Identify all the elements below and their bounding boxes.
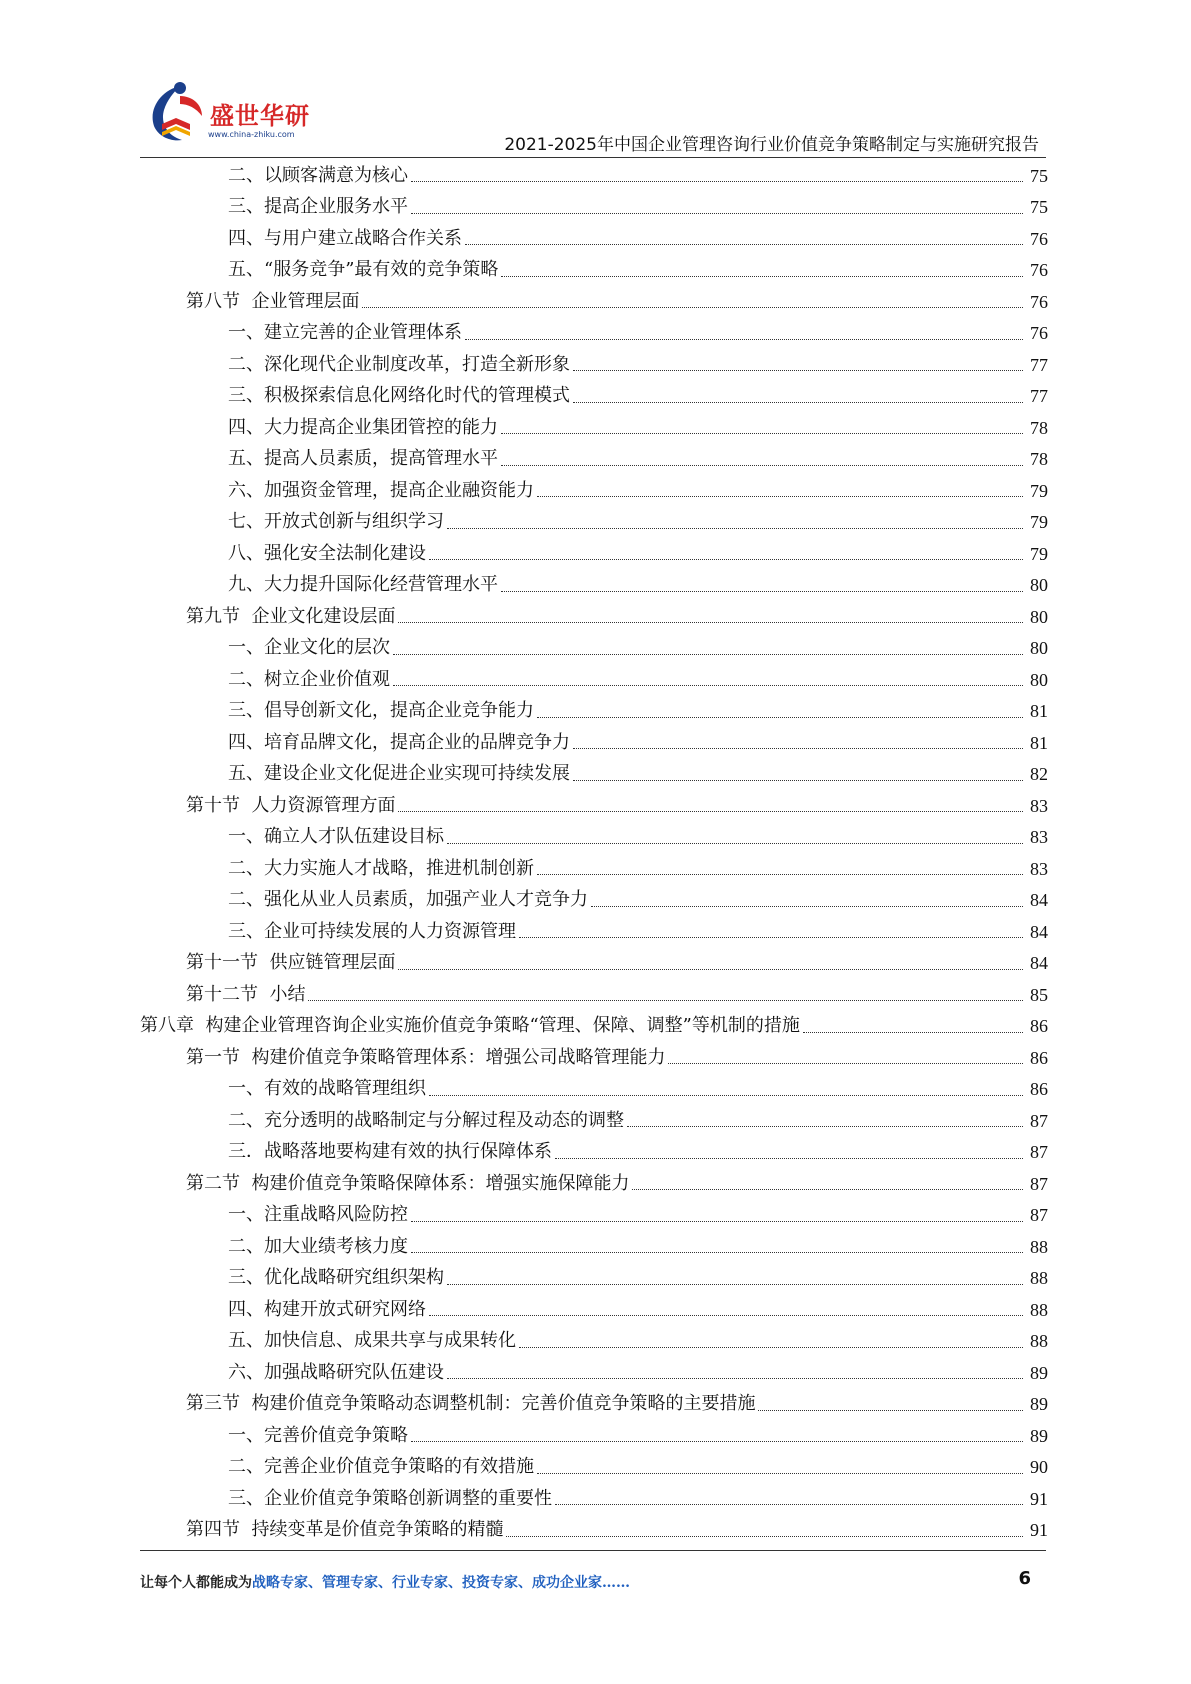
toc-entry-page: 78 [1030, 417, 1048, 438]
toc-subsection-entry[interactable] [140, 1357, 1048, 1389]
toc-dot-leader [501, 465, 1023, 466]
header-divider [140, 157, 1046, 158]
toc-entry-label: 二、完善企业价值竞争策略的有效措施 [228, 1456, 534, 1478]
toc-entry-page: 87 [1030, 1173, 1048, 1194]
toc-dot-leader [411, 1252, 1023, 1253]
toc-subsection-entry[interactable] [140, 1200, 1048, 1232]
toc-entry-page: 88 [1030, 1331, 1048, 1352]
toc-entry-label: 一、完善价值竞争策略 [228, 1424, 408, 1446]
toc-entry-page: 86 [1030, 1079, 1048, 1100]
toc-dot-leader [501, 591, 1023, 592]
toc-entry-label: 第十节 人力资源管理方面 [186, 794, 396, 816]
toc-entry-page: 84 [1030, 890, 1048, 911]
toc-subsection-entry[interactable] [140, 1137, 1048, 1169]
toc-entry-label: 二、加大业绩考核力度 [228, 1235, 408, 1257]
toc-entry-label: 九、大力提升国际化经营管理水平 [228, 574, 498, 596]
toc-entry-label: 八、强化安全法制化建设 [228, 542, 426, 564]
toc-subsection-entry[interactable] [140, 255, 1048, 287]
toc-subsection-entry[interactable] [140, 696, 1048, 728]
toc-dot-leader [411, 1221, 1023, 1222]
toc-entry-page: 87 [1030, 1142, 1048, 1163]
toc-dot-leader [519, 1347, 1023, 1348]
toc-entry-page: 87 [1030, 1205, 1048, 1226]
toc-dot-leader [447, 843, 1023, 844]
toc-dot-leader [537, 717, 1023, 718]
toc-dot-leader [393, 654, 1023, 655]
toc-dot-leader [447, 528, 1023, 529]
toc-entry-label: 三、提高企业服务水平 [228, 196, 408, 218]
toc-dot-leader [573, 748, 1023, 749]
toc-entry-label: 第十一节 供应链管理层面 [186, 952, 396, 974]
toc-subsection-entry[interactable] [140, 349, 1048, 381]
toc-entry-page: 84 [1030, 921, 1048, 942]
toc-section-entry[interactable] [140, 948, 1048, 980]
toc-dot-leader [537, 1473, 1023, 1474]
logo-url: www.china-zhiku.com [208, 130, 295, 139]
toc-subsection-entry[interactable] [140, 223, 1048, 255]
toc-entry-label: 第八章 构建企业管理咨询企业实施价值竞争策略“管理、保障、调整”等机制的措施 [140, 1015, 800, 1037]
toc-entry-label: 四、培育品牌文化，提高企业的品牌竞争力 [228, 731, 570, 753]
toc-dot-leader [429, 1095, 1023, 1096]
toc-entry-label: 第三节 构建价值竞争策略动态调整机制：完善价值竞争策略的主要措施 [186, 1393, 756, 1415]
toc-section-entry[interactable] [140, 286, 1048, 318]
footer-slogan-highlight: 战略专家、管理专家、行业专家、投资专家、成功企业家…… [252, 1575, 630, 1591]
toc-entry-page: 89 [1030, 1394, 1048, 1415]
toc-dot-leader [411, 1441, 1023, 1442]
toc-section-entry[interactable] [140, 790, 1048, 822]
toc-subsection-entry[interactable] [140, 1105, 1048, 1137]
toc-entry-page: 91 [1030, 1520, 1048, 1541]
toc-entry-label: 四、与用户建立战略合作关系 [228, 227, 462, 249]
toc-entry-label: 六、加强资金管理，提高企业融资能力 [228, 479, 534, 501]
toc-subsection-entry[interactable] [140, 633, 1048, 665]
toc-dot-leader [308, 1000, 1023, 1001]
toc-entry-page: 76 [1030, 323, 1048, 344]
footer-divider [140, 1550, 1046, 1551]
toc-entry-page: 88 [1030, 1268, 1048, 1289]
toc-entry-page: 79 [1030, 543, 1048, 564]
toc-entry-page: 84 [1030, 953, 1048, 974]
toc-entry-label: 五、建设企业文化促进企业实现可持续发展 [228, 763, 570, 785]
toc-entry-page: 85 [1030, 984, 1048, 1005]
toc-entry-label: 第四节 持续变革是价值竞争策略的精髓 [186, 1519, 504, 1541]
toc-subsection-entry[interactable] [140, 853, 1048, 885]
toc-entry-page: 75 [1030, 197, 1048, 218]
toc-subsection-entry[interactable] [140, 1294, 1048, 1326]
toc-entry-page: 81 [1030, 732, 1048, 753]
toc-subsection-entry[interactable] [140, 1483, 1048, 1515]
toc-section-entry[interactable] [140, 1042, 1048, 1074]
toc-entry-page: 88 [1030, 1236, 1048, 1257]
toc-entry-page: 80 [1030, 575, 1048, 596]
toc-subsection-entry[interactable] [140, 192, 1048, 224]
toc-entry-page: 83 [1030, 795, 1048, 816]
toc-entry-label: 二、以顾客满意为核心 [228, 164, 408, 186]
toc-entry-page: 87 [1030, 1110, 1048, 1131]
toc-dot-leader [758, 1410, 1023, 1411]
toc-entry-page: 83 [1030, 858, 1048, 879]
toc-subsection-entry[interactable] [140, 538, 1048, 570]
toc-entry-page: 80 [1030, 638, 1048, 659]
toc-section-entry[interactable] [140, 1168, 1048, 1200]
toc-entry-page: 83 [1030, 827, 1048, 848]
toc-dot-leader [398, 811, 1023, 812]
toc-dot-leader [555, 1504, 1023, 1505]
toc-entry-label: 二、充分透明的战略制定与分解过程及动态的调整 [228, 1109, 624, 1131]
toc-dot-leader [465, 244, 1023, 245]
footer-slogan [140, 1572, 630, 1592]
toc-entry-page: 80 [1030, 669, 1048, 690]
toc-dot-leader [447, 1284, 1023, 1285]
toc-dot-leader [803, 1032, 1023, 1033]
toc-entry-label: 第一节 构建价值竞争策略管理体系：增强公司战略管理能力 [186, 1046, 666, 1068]
toc-dot-leader [519, 937, 1023, 938]
toc-subsection-entry[interactable] [140, 444, 1048, 476]
toc-entry-page: 89 [1030, 1362, 1048, 1383]
toc-dot-leader [668, 1063, 1023, 1064]
toc-entry-page: 76 [1030, 291, 1048, 312]
toc-dot-leader [537, 874, 1023, 875]
toc-entry-label: 第十二节 小结 [186, 983, 306, 1005]
toc-entry-label: 第九节 企业文化建设层面 [186, 605, 396, 627]
toc-dot-leader [506, 1536, 1023, 1537]
toc-entry-page: 77 [1030, 386, 1048, 407]
toc-subsection-entry[interactable] [140, 160, 1048, 192]
toc-dot-leader [411, 181, 1023, 182]
report-title: 2021-2025年中国企业管理咨询行业价值竞争策略制定与实施研究报告 [504, 135, 1039, 155]
toc-entry-page: 76 [1030, 260, 1048, 281]
toc-subsection-entry[interactable] [140, 570, 1048, 602]
toc-entry-label: 五、“服务竞争”最有效的竞争策略 [228, 259, 499, 281]
toc-entry-page: 77 [1030, 354, 1048, 375]
toc-entry-page: 78 [1030, 449, 1048, 470]
toc-subsection-entry[interactable] [140, 822, 1048, 854]
toc-dot-leader [573, 780, 1023, 781]
toc-dot-leader [362, 307, 1023, 308]
toc-dot-leader [632, 1189, 1023, 1190]
toc-dot-leader [465, 339, 1023, 340]
toc-entry-page: 79 [1030, 512, 1048, 533]
toc-dot-leader [398, 969, 1023, 970]
footer-slogan-prefix: 让每个人都能成为 [140, 1575, 252, 1591]
toc-subsection-entry[interactable] [140, 412, 1048, 444]
toc-subsection-entry[interactable] [140, 318, 1048, 350]
toc-subsection-entry[interactable] [140, 1263, 1048, 1295]
toc-entry-label: 二、树立企业价值观 [228, 668, 390, 690]
toc-subsection-entry[interactable] [140, 727, 1048, 759]
toc-entry-page: 89 [1030, 1425, 1048, 1446]
toc-subsection-entry[interactable] [140, 1074, 1048, 1106]
toc-entry-page: 90 [1030, 1457, 1048, 1478]
toc-entry-page: 80 [1030, 606, 1048, 627]
toc-subsection-entry[interactable] [140, 381, 1048, 413]
toc-entry-page: 86 [1030, 1047, 1048, 1068]
toc-subsection-entry[interactable] [140, 1452, 1048, 1484]
toc-dot-leader [398, 622, 1023, 623]
toc-section-entry[interactable] [140, 979, 1048, 1011]
toc-entry-label: 三．战略落地要构建有效的执行保障体系 [228, 1141, 552, 1163]
toc-entry-page: 88 [1030, 1299, 1048, 1320]
toc-subsection-entry[interactable] [140, 1326, 1048, 1358]
toc-entry-label: 一、建立完善的企业管理体系 [228, 322, 462, 344]
toc-entry-page: 79 [1030, 480, 1048, 501]
page-number: 6 [1018, 1568, 1031, 1589]
toc-subsection-entry[interactable] [140, 885, 1048, 917]
toc-entry-label: 三、企业价值竞争策略创新调整的重要性 [228, 1487, 552, 1509]
logo-name: 盛世华研 [210, 102, 310, 130]
toc-dot-leader [591, 906, 1023, 907]
toc-entry-label: 三、积极探索信息化网络化时代的管理模式 [228, 385, 570, 407]
toc-dot-leader [573, 402, 1023, 403]
toc-subsection-entry[interactable] [140, 475, 1048, 507]
toc-subsection-entry[interactable] [140, 1420, 1048, 1452]
toc-entry-page: 82 [1030, 764, 1048, 785]
toc-dot-leader [429, 1315, 1023, 1316]
toc-entry-label: 第二节 构建价值竞争策略保障体系：增强实施保障能力 [186, 1172, 630, 1194]
toc-subsection-entry[interactable] [140, 916, 1048, 948]
toc-dot-leader [393, 685, 1023, 686]
table-of-contents [140, 160, 1048, 1546]
toc-entry-label: 四、大力提高企业集团管控的能力 [228, 416, 498, 438]
toc-chapter-entry[interactable] [140, 1011, 1048, 1043]
toc-entry-label: 第八节 企业管理层面 [186, 290, 360, 312]
toc-section-entry[interactable] [140, 1515, 1048, 1547]
toc-dot-leader [429, 559, 1023, 560]
toc-entry-page: 81 [1030, 701, 1048, 722]
toc-entry-label: 三、优化战略研究组织架构 [228, 1267, 444, 1289]
toc-section-entry[interactable] [140, 1389, 1048, 1421]
toc-subsection-entry[interactable] [140, 759, 1048, 791]
toc-dot-leader [573, 370, 1023, 371]
toc-dot-leader [555, 1158, 1023, 1159]
toc-dot-leader [501, 433, 1023, 434]
toc-subsection-entry[interactable] [140, 1231, 1048, 1263]
toc-entry-page: 75 [1030, 165, 1048, 186]
toc-entry-page: 86 [1030, 1016, 1048, 1037]
toc-entry-page: 76 [1030, 228, 1048, 249]
toc-dot-leader [627, 1126, 1023, 1127]
page-header [0, 0, 1191, 160]
toc-entry-label: 一、注重战略风险防控 [228, 1204, 408, 1226]
toc-section-entry[interactable] [140, 601, 1048, 633]
toc-entry-label: 一、有效的战略管理组织 [228, 1078, 426, 1100]
toc-entry-label: 二、深化现代企业制度改革，打造全新形象 [228, 353, 570, 375]
toc-dot-leader [537, 496, 1023, 497]
toc-entry-page: 91 [1030, 1488, 1048, 1509]
toc-entry-label: 三、倡导创新文化，提高企业竞争能力 [228, 700, 534, 722]
toc-entry-label: 二、强化从业人员素质，加强产业人才竞争力 [228, 889, 588, 911]
toc-entry-label: 四、构建开放式研究网络 [228, 1298, 426, 1320]
toc-subsection-entry[interactable] [140, 664, 1048, 696]
toc-entry-label: 五、加快信息、成果共享与成果转化 [228, 1330, 516, 1352]
toc-dot-leader [411, 213, 1023, 214]
toc-entry-label: 三、企业可持续发展的人力资源管理 [228, 920, 516, 942]
toc-entry-label: 五、提高人员素质，提高管理水平 [228, 448, 498, 470]
toc-subsection-entry[interactable] [140, 507, 1048, 539]
toc-entry-label: 七、开放式创新与组织学习 [228, 511, 444, 533]
toc-entry-label: 一、确立人才队伍建设目标 [228, 826, 444, 848]
toc-dot-leader [501, 276, 1023, 277]
toc-entry-label: 二、大力实施人才战略，推进机制创新 [228, 857, 534, 879]
toc-entry-label: 六、加强战略研究队伍建设 [228, 1361, 444, 1383]
toc-dot-leader [447, 1378, 1023, 1379]
toc-entry-label: 一、企业文化的层次 [228, 637, 390, 659]
